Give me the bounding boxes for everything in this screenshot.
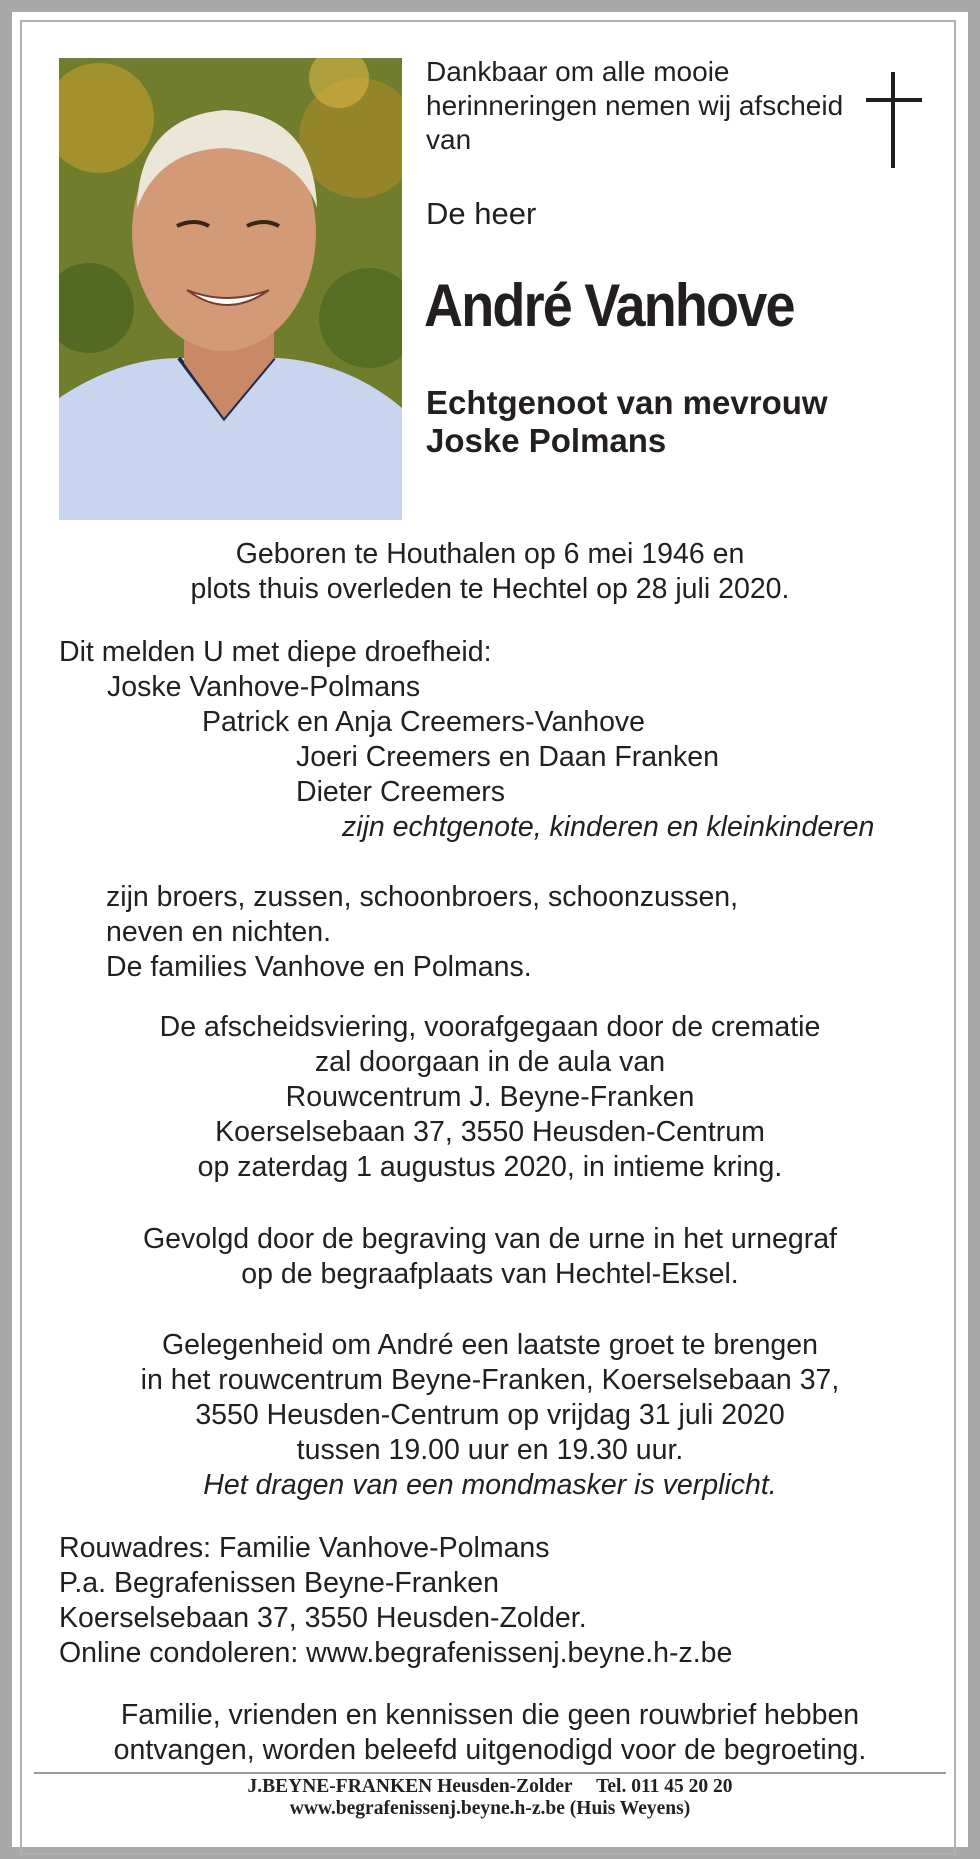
ceremony-line: op zaterdag 1 augustus 2020, in intieme kring. [197, 1151, 783, 1183]
invite-line: Familie, vrienden en kennissen die geen rouwbrief hebben [120, 1699, 860, 1731]
address-line: Rouwadres: Familie Vanhove-Polmans [59, 1532, 550, 1564]
burial-line: Gevolgd door de begraving van de urne in het urnegraf [143, 1223, 837, 1255]
visit-line: in het rouwcentrum Beyne-Franken, Koerselsebaan 37, [140, 1364, 840, 1396]
footer-line: J.BEYNE-FRANKEN Heusden-Zolder Tel. 011 45 20 20 [247, 1776, 733, 1797]
announcement-block [59, 635, 921, 845]
relatives-line: neven en nichten. [106, 916, 332, 948]
info-line: Geboren te Houthalen op 6 mei 1946 en [235, 538, 745, 570]
address-block [59, 1531, 921, 1671]
birth-death-info [59, 537, 921, 607]
footer-line: www.begrafenissenj.beyne.h-z.be (Huis Weyens) [289, 1798, 691, 1819]
spouse-block [426, 384, 828, 460]
deceased-name: André Vanhove [424, 272, 794, 339]
ceremony-block [59, 1010, 921, 1185]
footer-divider [34, 1772, 946, 1774]
relatives-line: De families Vanhove en Polmans. [106, 951, 532, 983]
funeral-home-footer [59, 1776, 921, 1820]
ceremony-line: De afscheidsviering, voorafgegaan door de crematie [159, 1011, 821, 1043]
mask-notice: Het dragen van een mondmasker is verplicht. [203, 1469, 777, 1501]
title-prefix: De heer [426, 196, 537, 231]
family-relation: zijn echtgenote, kinderen en kleinkinderen [342, 811, 875, 843]
portrait-photo [59, 58, 402, 520]
family-line: Dieter Creemers [296, 776, 506, 808]
family-line: Joske Vanhove-Polmans [107, 671, 421, 703]
burial-block [59, 1222, 921, 1292]
condolence-link[interactable]: Online condoleren: www.begrafenissenj.beyne.h-z.be [59, 1637, 733, 1669]
announce-heading: Dit melden U met diepe droefheid: [59, 636, 492, 668]
ceremony-line: Koerselsebaan 37, 3550 Heusden-Centrum [215, 1116, 765, 1148]
relatives-block [106, 880, 921, 985]
spouse-line: Joske Polmans [426, 422, 667, 459]
family-line: Patrick en Anja Creemers-Vanhove [202, 706, 646, 738]
visitation-block [59, 1328, 921, 1503]
spouse-line: Echtgenoot van mevrouw [426, 384, 828, 421]
visit-line: Gelegenheid om André een laatste groet te brengen [162, 1329, 818, 1361]
burial-line: op de begraafplaats van Hechtel-Eksel. [241, 1258, 739, 1290]
visit-line: tussen 19.00 uur en 19.30 uur. [296, 1434, 684, 1466]
address-line: P.a. Begrafenissen Beyne-Franken [59, 1567, 499, 1599]
family-line: Joeri Creemers en Daan Franken [296, 741, 719, 773]
ceremony-line: Rouwcentrum J. Beyne-Franken [285, 1081, 695, 1113]
invitation-block [59, 1698, 921, 1768]
relatives-line: zijn broers, zussen, schoonbroers, schoonzussen, [106, 881, 739, 913]
cross-icon [866, 72, 922, 172]
intro-text: Dankbaar om alle mooie herinneringen nemen wij afscheid van [426, 56, 844, 155]
invite-line: ontvangen, worden beleefd uitgenodigd voor de begroeting. [113, 1734, 867, 1766]
visit-line: 3550 Heusden-Centrum op vrijdag 31 juli 2020 [195, 1399, 785, 1431]
ceremony-line: zal doorgaan in de aula van [314, 1046, 666, 1078]
address-line: Koerselsebaan 37, 3550 Heusden-Zolder. [59, 1602, 587, 1634]
info-line: plots thuis overleden te Hechtel op 28 juli 2020. [190, 573, 790, 605]
